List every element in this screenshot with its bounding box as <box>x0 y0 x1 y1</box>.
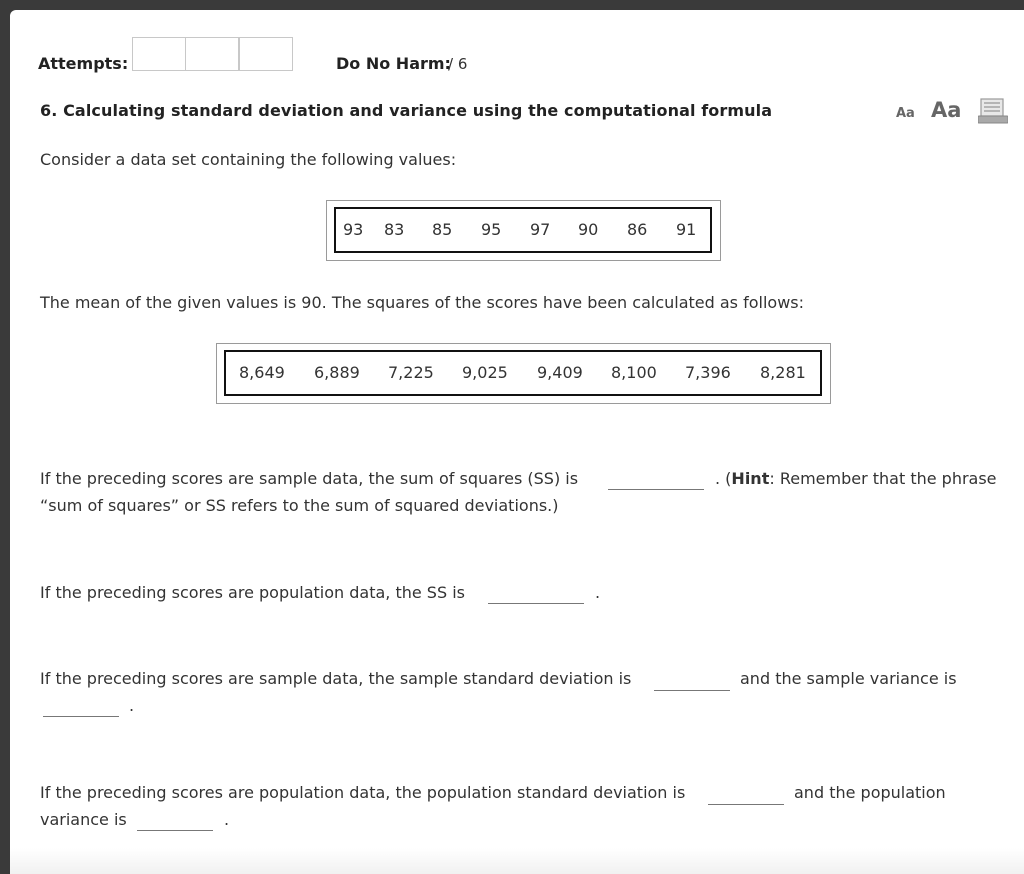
attempt-box-3 <box>239 37 293 71</box>
hint-text-line2: “sum of squares” or SS refers to the sum of squared deviations.) <box>40 496 559 515</box>
mean-text: The mean of the given values is 90. The squares of the scores have been calculated as follows: <box>40 293 805 312</box>
square-cell: 8,281 <box>760 363 806 382</box>
period: . <box>595 583 601 602</box>
period: . <box>129 696 135 715</box>
do-no-harm-label: Do No Harm: <box>336 54 451 73</box>
increase-font-button[interactable]: Aa <box>931 98 962 122</box>
value-cell: 90 <box>578 220 599 239</box>
decrease-font-button[interactable]: Aa <box>896 106 915 121</box>
square-cell: 7,225 <box>388 363 434 382</box>
prompt-sample-ss: If the preceding scores are sample data, the sum of squares (SS) is <box>40 469 579 488</box>
answer-population-sd[interactable] <box>708 804 784 805</box>
attempts-label: Attempts: <box>38 54 129 73</box>
do-no-harm-score: / 6 <box>448 55 468 73</box>
value-cell: 85 <box>432 220 453 239</box>
panel-footer-shade <box>10 848 1024 874</box>
question-title: 6. Calculating standard deviation and variance using the computational formula <box>40 101 773 120</box>
value-cell: 93 <box>343 220 364 239</box>
prompt-population-variance-line2: variance is <box>40 810 127 829</box>
value-cell: 83 <box>384 220 405 239</box>
value-cell: 97 <box>530 220 551 239</box>
value-cell: 91 <box>676 220 697 239</box>
prompt-population-ss: If the preceding scores are population data, the SS is <box>40 583 465 602</box>
period: . <box>224 810 230 829</box>
value-cell: 95 <box>481 220 502 239</box>
answer-sample-variance[interactable] <box>43 716 119 717</box>
answer-population-variance[interactable] <box>137 830 213 831</box>
value-cell: 86 <box>627 220 648 239</box>
prompt-population-sd: If the preceding scores are population data, the population standard deviation is <box>40 783 686 802</box>
intro-text: Consider a data set containing the following values: <box>40 150 457 169</box>
hint-text: . (Hint: Remember that the phrase <box>715 469 997 488</box>
prompt-sample-sd: If the preceding scores are sample data, the sample standard deviation is <box>40 669 632 688</box>
square-cell: 9,025 <box>462 363 508 382</box>
print-icon[interactable] <box>978 98 1008 124</box>
answer-population-ss[interactable] <box>488 603 584 604</box>
square-cell: 6,889 <box>314 363 360 382</box>
square-cell: 7,396 <box>685 363 731 382</box>
square-cell: 8,100 <box>611 363 657 382</box>
answer-sample-ss[interactable] <box>608 489 704 490</box>
square-cell: 9,409 <box>537 363 583 382</box>
answer-sample-sd[interactable] <box>654 690 730 691</box>
prompt-sample-variance: and the sample variance is <box>740 669 957 688</box>
attempt-box-1 <box>132 37 186 71</box>
square-cell: 8,649 <box>239 363 285 382</box>
question-panel <box>10 10 1024 874</box>
prompt-population-variance: and the population <box>794 783 946 802</box>
attempt-box-2 <box>185 37 239 71</box>
